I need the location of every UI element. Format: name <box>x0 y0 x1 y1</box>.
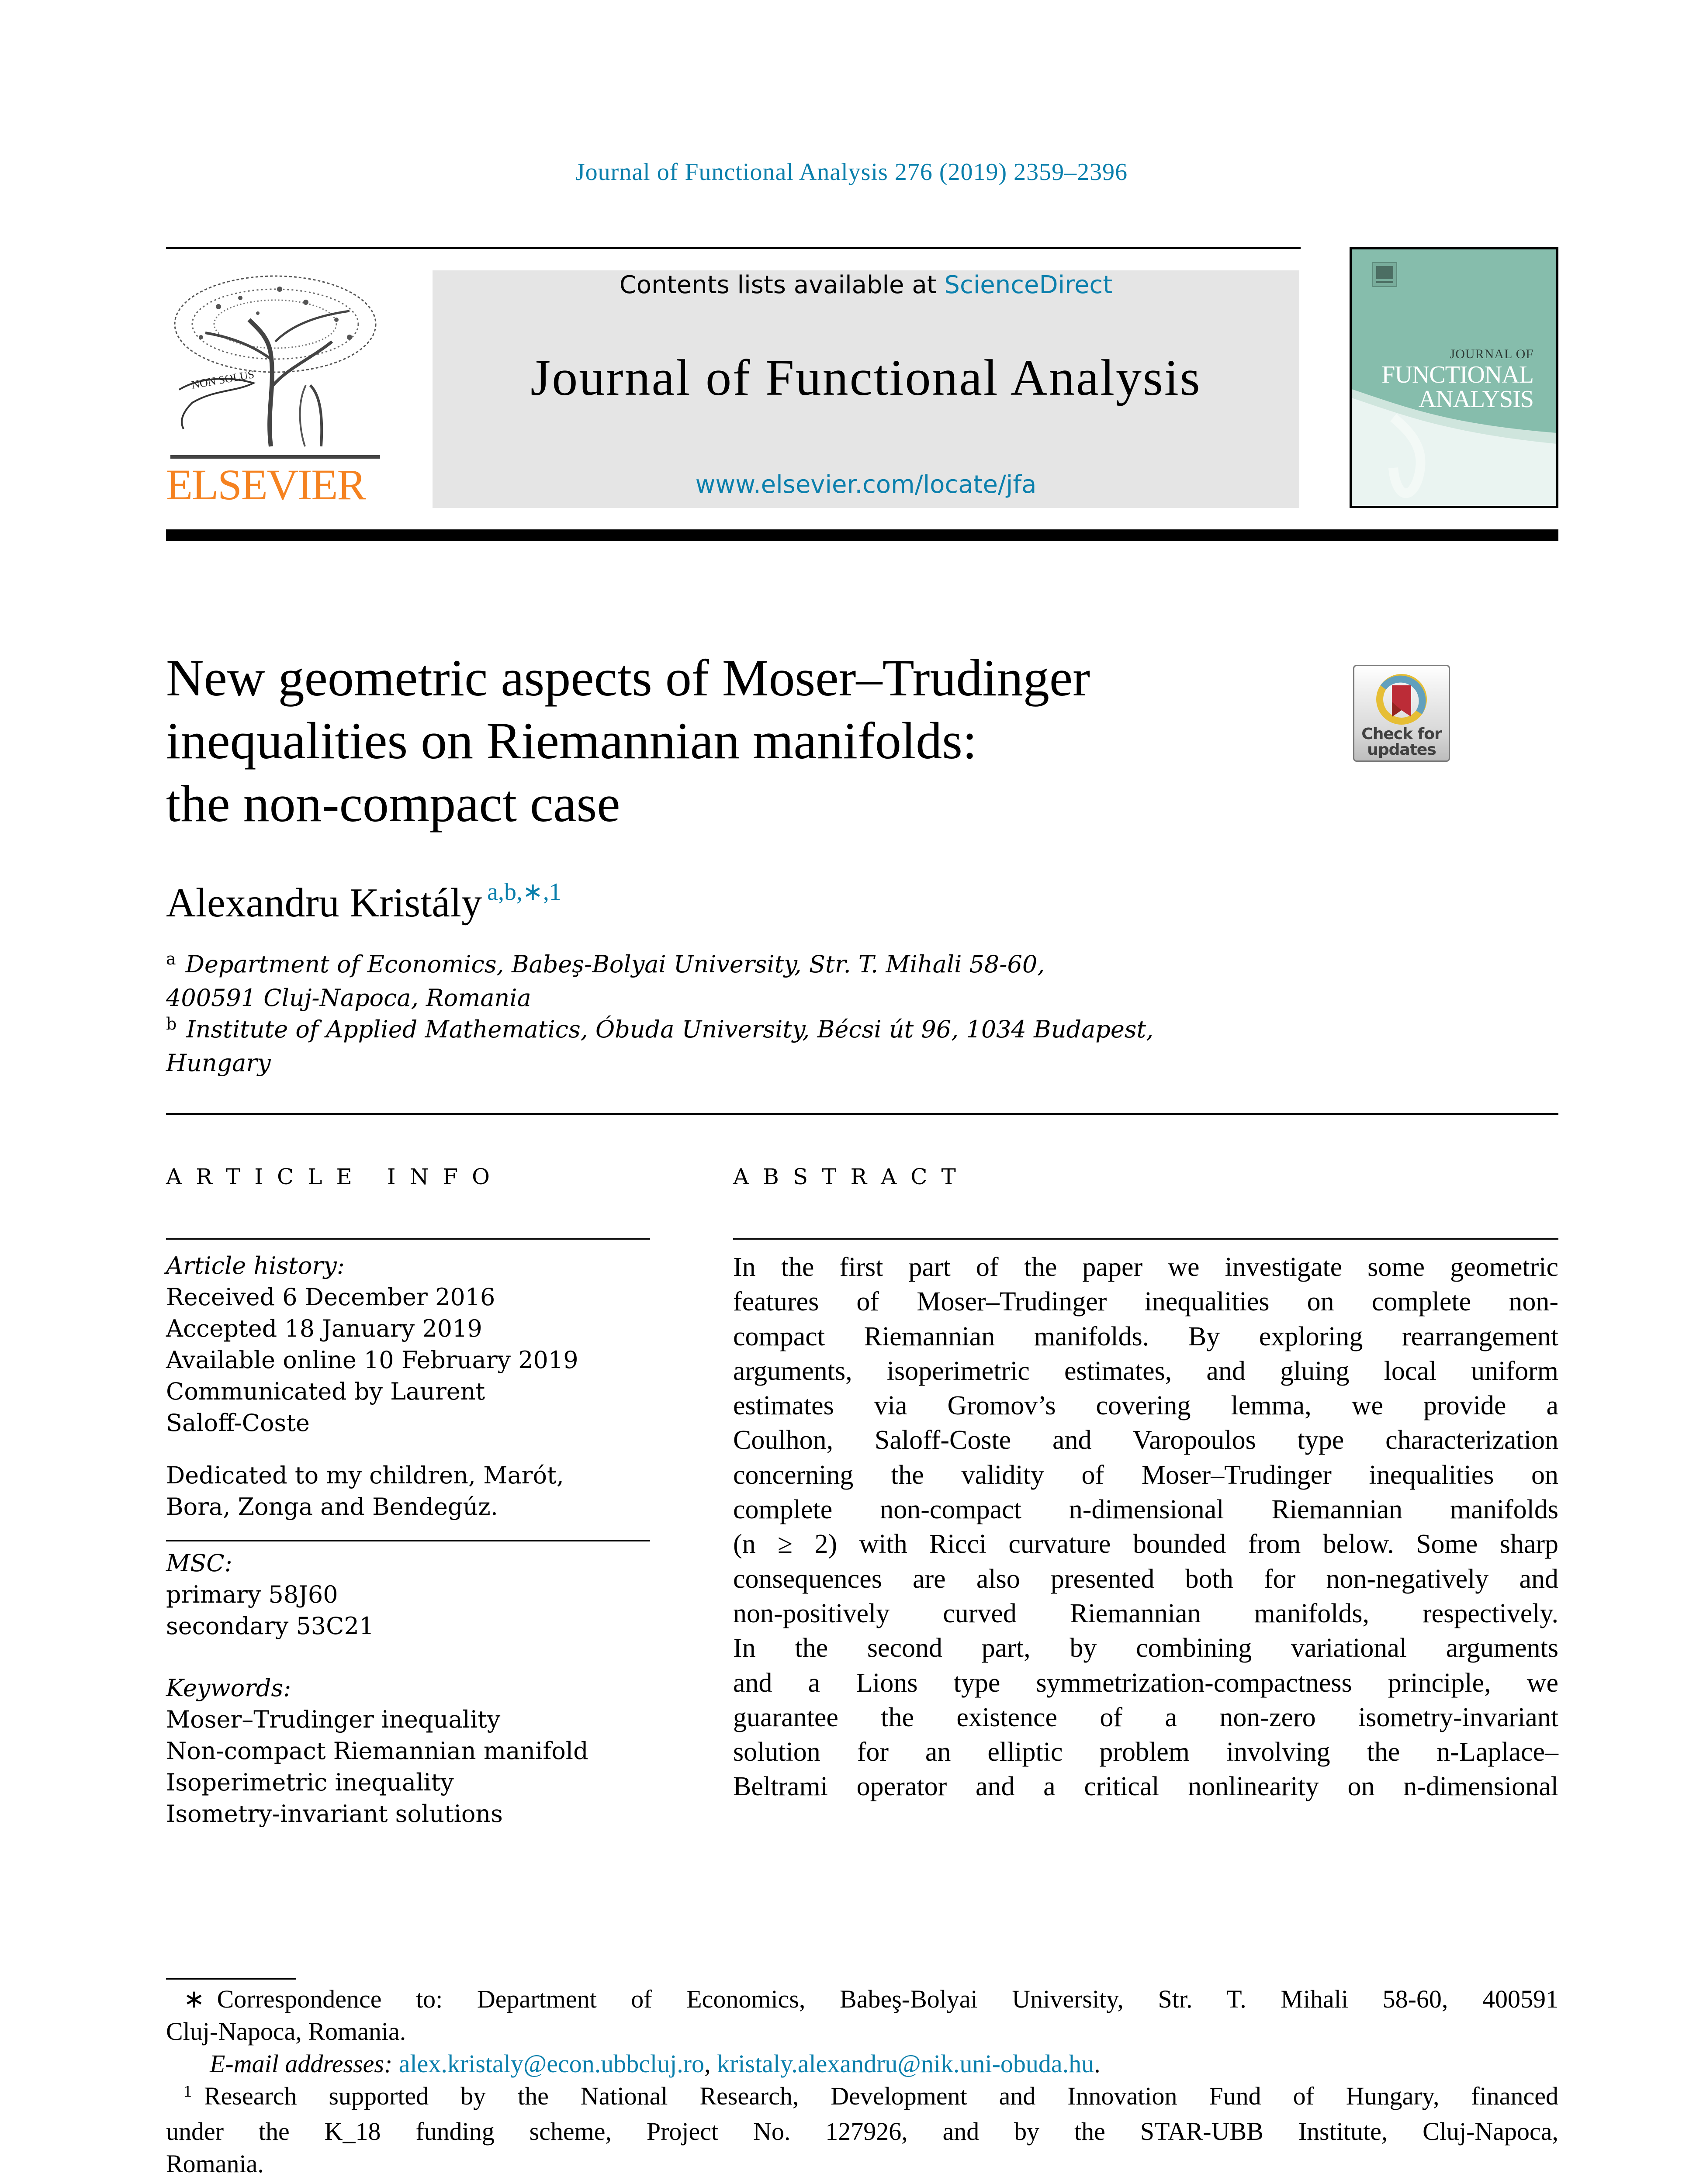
abstract-line: (n ≥ 2) with Ricci curvature bounded from below. Some sharp <box>733 1529 1558 1559</box>
contents-prefix: Contents lists available at <box>619 271 945 299</box>
footnote-mark-1: 1 <box>183 2082 192 2101</box>
title-line: New geometric aspects of Moser–Trudinger <box>166 649 1090 707</box>
title-line: inequalities on Riemannian manifolds: <box>166 712 977 770</box>
affiliation-mark: a <box>166 949 176 968</box>
running-head-citation[interactable]: Journal of Functional Analysis 276 (2019) 2359–2396 <box>575 159 1128 186</box>
keywords-label: Keywords: <box>166 1674 291 1702</box>
affiliation-text: Institute of Applied Mathematics, Óbuda University, Bécsi út 96, 1034 Budapest, <box>186 1016 1154 1043</box>
abstract-line: In the second part, by combining variational arguments <box>733 1633 1558 1663</box>
cover-title-line2: FUNCTIONAL <box>1381 361 1533 388</box>
article-history-label: Article history: <box>166 1252 345 1279</box>
article-title <box>166 646 1258 835</box>
abstract-line: concerning the validity of Moser–Trudinger inequalities on <box>733 1460 1558 1490</box>
keyword[interactable]: Moser–Trudinger inequality <box>166 1706 501 1733</box>
journal-homepage-link[interactable]: www.elsevier.com/locate/jfa <box>695 470 1037 499</box>
check-for-updates-button[interactable] <box>1353 665 1450 762</box>
journal-name: Journal of Functional Analysis <box>530 349 1201 406</box>
affiliation-mark: b <box>166 1014 177 1033</box>
dedication: Dedicated to my children, Marót, <box>166 1462 564 1489</box>
affiliations-divider <box>166 1113 1558 1115</box>
contents-available-line <box>433 270 1299 301</box>
abstract-line: compact Riemannian manifolds. By exploring rearrangement <box>733 1321 1558 1351</box>
footnote-correspondence-cont: Cluj-Napoca, Romania. <box>166 2017 406 2046</box>
footnote-funding-cont: under the K_18 funding scheme, Project No. 127926, and by the STAR-UBB Institute, Cluj-Napoca, <box>166 2117 1558 2146</box>
history-available: Available online 10 February 2019 <box>166 1346 578 1374</box>
footnote-rule <box>166 1978 296 1980</box>
abstract-rule <box>733 1238 1558 1240</box>
funding-text: Research supported by the National Research, Development and Innovation Fund of Hungary, financed <box>204 2082 1558 2110</box>
svg-text:NON SOLUS: NON SOLUS <box>190 368 256 391</box>
cover-title <box>1381 348 1533 411</box>
affiliation-b <box>166 1014 1302 1047</box>
journal-cover-thumbnail[interactable] <box>1350 247 1558 508</box>
abstract-line: estimates via Gromov’s covering lemma, we provide a <box>733 1391 1558 1421</box>
cover-title-line1: JOURNAL OF <box>1450 347 1533 361</box>
keyword[interactable]: Non-compact Riemannian manifold <box>166 1737 588 1765</box>
email-label: E-mail addresses: <box>210 2049 393 2078</box>
keyword[interactable]: Isoperimetric inequality <box>166 1769 454 1796</box>
article-info-heading: ARTICLE INFO <box>166 1164 504 1189</box>
abstract-line: Beltrami operator and a critical nonlinearity on n-dimensional <box>733 1772 1558 1802</box>
affiliation-a-cont: 400591 Cluj-Napoca, Romania <box>166 984 531 1012</box>
history-received: Received 6 December 2016 <box>166 1283 495 1311</box>
crossmark-icon <box>1354 669 1449 730</box>
footnotes <box>166 1983 1558 2180</box>
footnote-mark-star: ∗ <box>183 1985 205 2013</box>
affiliation-a <box>166 949 1302 982</box>
abstract-line: and a Lions type symmetrization-compactness principle, we <box>733 1668 1558 1698</box>
msc-primary: primary 58J60 <box>166 1581 338 1608</box>
elsevier-wordmark: ELSEVIER <box>166 460 366 509</box>
masthead-thick-bar <box>166 529 1558 541</box>
top-rule <box>166 247 1301 249</box>
article-info <box>166 1250 650 1830</box>
footnote-funding-end: Romania. <box>166 2149 264 2178</box>
abstract-line: features of Moser–Trudinger inequalities on complete non- <box>733 1287 1558 1317</box>
email-link-1[interactable]: alex.kristaly@econ.ubbcluj.ro <box>398 2049 705 2078</box>
abstract-line: arguments, isoperimetric estimates, and gluing local uniform <box>733 1356 1558 1386</box>
affiliation-text: Department of Economics, Babeş-Bolyai University, Str. T. Mihali 58-60, <box>185 950 1045 978</box>
email-separator: , <box>704 2049 717 2078</box>
author-name[interactable]: Alexandru Kristály <box>166 880 482 926</box>
footnote-correspondence <box>166 1983 1558 2015</box>
author-affiliation-marks[interactable]: a,b,∗,1 <box>487 878 561 905</box>
abstract-line: guarantee the existence of a non-zero isometry-invariant <box>733 1702 1558 1732</box>
affiliation-b-cont: Hungary <box>166 1049 271 1077</box>
keyword[interactable]: Isometry-invariant solutions <box>166 1800 503 1828</box>
abstract-body <box>733 1250 1558 1804</box>
article-info-rule <box>166 1238 650 1240</box>
abstract-line: solution for an elliptic problem involving the n-Laplace– <box>733 1737 1558 1767</box>
history-communicated-cont: Saloff-Coste <box>166 1409 310 1437</box>
footnote-emails <box>166 2048 1558 2080</box>
email-end: . <box>1094 2049 1101 2078</box>
check-for-updates-line1: Check for <box>1361 725 1442 743</box>
dedication-cont: Bora, Zonga and Bendegúz. <box>166 1493 498 1521</box>
check-for-updates-label <box>1354 726 1449 758</box>
author-line <box>166 879 561 933</box>
history-communicated: Communicated by Laurent <box>166 1378 485 1405</box>
affiliations <box>166 949 1302 1079</box>
abstract-line: consequences are also presented both for non-negatively and <box>733 1564 1558 1594</box>
history-accepted: Accepted 18 January 2019 <box>166 1315 482 1342</box>
title-line: the non-compact case <box>166 774 620 833</box>
abstract-line: Coulhon, Saloff-Coste and Varopoulos type characterization <box>733 1425 1558 1455</box>
correspondence-text: Correspondence to: Department of Economics, Babeş-Bolyai University, Str. T. Mihali 58-60, 400591 <box>217 1985 1558 2013</box>
check-for-updates-line2: updates <box>1367 741 1436 759</box>
msc-divider <box>166 1540 650 1541</box>
sciencedirect-link[interactable]: ScienceDirect <box>944 271 1113 299</box>
abstract-line: non-positively curved Riemannian manifolds, respectively. <box>733 1598 1558 1628</box>
abstract-line: In the first part of the paper we investigate some geometric <box>733 1252 1558 1282</box>
email-link-2[interactable]: kristaly.alexandru@nik.uni-obuda.hu <box>717 2049 1094 2078</box>
tree-illustration-icon <box>166 272 384 468</box>
abstract-heading: ABSTRACT <box>733 1164 970 1189</box>
abstract-line: complete non-compact n-dimensional Riemannian manifolds <box>733 1495 1558 1525</box>
msc-secondary: secondary 53C21 <box>166 1612 374 1640</box>
footnote-funding <box>166 2080 1558 2115</box>
msc-label: MSC: <box>166 1549 232 1577</box>
cover-title-line3: ANALYSIS <box>1418 386 1533 413</box>
